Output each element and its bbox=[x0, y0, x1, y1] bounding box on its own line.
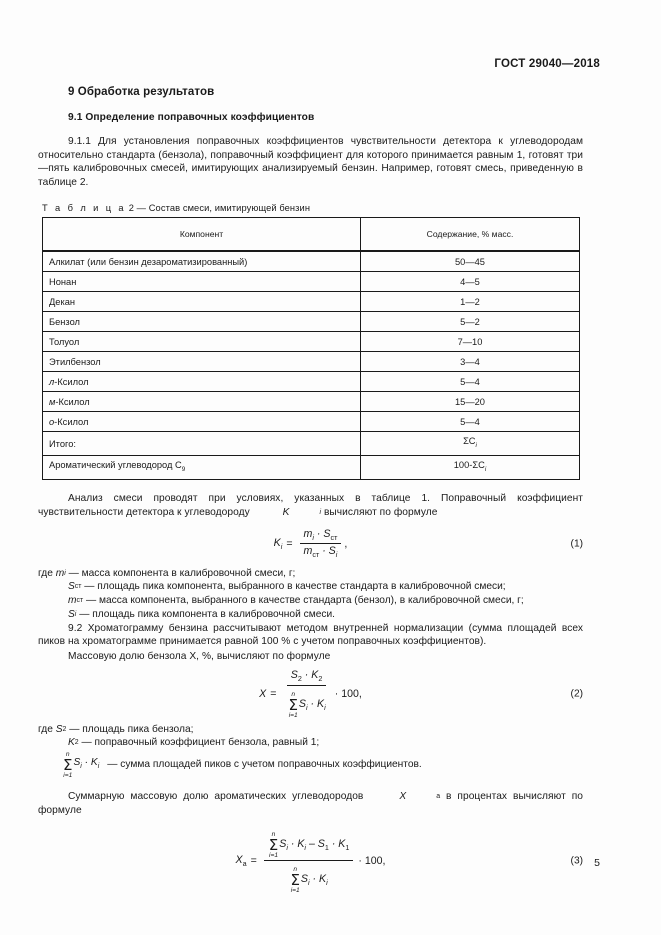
column-header-component: Компонент bbox=[43, 218, 361, 252]
cell-content: 5—4 bbox=[361, 412, 580, 432]
summation-symbol bbox=[290, 866, 299, 894]
definition-sum-item bbox=[38, 750, 583, 780]
cell-content: 5—2 bbox=[361, 312, 580, 332]
definition-item bbox=[38, 736, 583, 750]
sum-term: $S_i \cdot K_i$ bbox=[298, 697, 326, 712]
table-row bbox=[43, 412, 580, 432]
sum-lower-limit: i=1 bbox=[269, 852, 278, 860]
table-row bbox=[43, 272, 580, 292]
formula-2-trailing: , bbox=[358, 688, 362, 701]
table-caption-number: 2 bbox=[128, 203, 134, 214]
formula-2 bbox=[38, 669, 583, 718]
def-symbol-s-2: S 2 bbox=[55, 723, 67, 735]
cell-component: Ароматический углеводород $C_9$ bbox=[43, 456, 361, 480]
formula-1-lhs: $K_i$ bbox=[273, 536, 283, 551]
cell-content: 3—4 bbox=[361, 352, 580, 372]
table-row bbox=[43, 432, 580, 456]
table-row bbox=[43, 312, 580, 332]
sum-lower-limit: i=1 bbox=[63, 772, 73, 780]
equals-sign: = bbox=[286, 537, 293, 550]
formula-2-fraction bbox=[283, 669, 329, 718]
table-row bbox=[43, 456, 580, 480]
paragraph-total-aromatics-post: в процентах вычисляют по формуле bbox=[38, 791, 584, 816]
subsection-title: 9.1 Определение поправочных коэффициентов bbox=[68, 112, 315, 123]
paragraph-9-1-1: 9.1.1 Для установления поправочных коэффициентов чувствительности детектора к углеводородам относительно стандарта (бензола), поправочный коэффициент для которого принимается равным 1, готовят три—пять калибровочных смесей, имитирующих анализируемый бензин. Например, готовят смесь, приведенную в таблице 2. bbox=[38, 136, 583, 188]
definitions-lead: где bbox=[38, 567, 53, 579]
paragraph-analysis-tail: вычисляют по формуле bbox=[323, 506, 438, 518]
cell-component: Алкилат (или бензин дезароматизированный) bbox=[43, 251, 361, 272]
def-symbol-s-st: S ст bbox=[68, 581, 82, 593]
summation-symbol bbox=[269, 831, 278, 859]
paragraph-total-aromatics bbox=[38, 790, 583, 817]
summation-symbol bbox=[288, 691, 297, 719]
formula-3-trailing: , bbox=[382, 854, 386, 867]
def-symbol-m-i: m i bbox=[55, 567, 66, 579]
table-header-row bbox=[43, 218, 580, 252]
definition-text: — масса компонента, выбранного в качестве стандарта (бензол), в калибровочной смеси, г; bbox=[85, 595, 524, 607]
sum-upper-limit: n bbox=[65, 751, 70, 759]
table-caption-text: — Состав смеси, имитирующей бензин bbox=[136, 203, 311, 214]
page-number: 5 bbox=[594, 857, 600, 869]
cell-component: Толуол bbox=[43, 332, 361, 352]
formula-3-numerator bbox=[264, 827, 354, 861]
definition-text: — поправочный коэффициент бензола, равный 1; bbox=[81, 737, 320, 749]
sum-lower-limit: i=1 bbox=[290, 887, 300, 895]
paragraph-9-2: 9.2 Хроматограмму бензина рассчитывают методом внутренней нормализации (сумма площадей всех пиков на хроматограмме принимается равной 100 % с учетом поправочных коэффициентов). bbox=[38, 622, 583, 648]
paragraph-mass-fraction: Массовую долю бензола X, %, вычисляют по формуле bbox=[68, 650, 331, 662]
cell-content: 15—20 bbox=[361, 392, 580, 412]
definitions-formula-1 bbox=[38, 567, 583, 622]
document-content bbox=[38, 86, 583, 898]
formula-3-denominator bbox=[285, 861, 331, 894]
table-caption-label: Т а б л и ц а bbox=[42, 203, 126, 214]
table-row bbox=[43, 332, 580, 352]
formula-3-lhs: $X_a$ bbox=[235, 853, 247, 868]
formula-2-multiplier-value: 100 bbox=[341, 688, 359, 701]
sigma-glyph: Σ bbox=[268, 836, 279, 855]
def-symbol-m-st: m ст bbox=[68, 595, 84, 607]
sum-upper-limit: n bbox=[271, 831, 276, 839]
formula-2-expression bbox=[259, 669, 362, 718]
definition-item bbox=[38, 567, 583, 581]
equals-sign: = bbox=[270, 688, 277, 701]
cell-component: Нонан bbox=[43, 272, 361, 292]
def-summation bbox=[62, 751, 99, 779]
table-caption bbox=[42, 203, 583, 213]
formula-1-numerator: $m_i \cdot S_{ст}$ bbox=[300, 528, 342, 544]
formula-1 bbox=[38, 528, 583, 559]
cell-component: Декан bbox=[43, 292, 361, 312]
formula-1-denominator: $m_{ст} \cdot S_i$ bbox=[303, 545, 338, 560]
cell-content: 50—45 bbox=[361, 251, 580, 272]
formula-1-number: (1) bbox=[570, 538, 583, 550]
cell-content: 7—10 bbox=[361, 332, 580, 352]
cell-component: о-Ксилол bbox=[43, 412, 361, 432]
table-row bbox=[43, 292, 580, 312]
formula-1-expression bbox=[274, 528, 348, 559]
definition-text: — площадь пика бензола; bbox=[69, 723, 194, 735]
sum-upper-limit: n bbox=[293, 866, 298, 874]
definition-item bbox=[38, 723, 583, 737]
definition-text: — площадь пика компонента, выбранного в качестве стандарта в калибровочной смеси; bbox=[84, 581, 506, 593]
formula-1-fraction bbox=[300, 528, 342, 559]
cell-content-total: $\Sigma C_i$ bbox=[361, 432, 580, 456]
formula-3-multiplier-value: 100 bbox=[364, 854, 383, 867]
document-header: ГОСТ 29040—2018 bbox=[494, 58, 600, 70]
cell-content-remainder: $100-\Sigma C_i$ bbox=[361, 456, 580, 480]
definition-item bbox=[38, 594, 583, 608]
cell-component: Итого: bbox=[43, 432, 361, 456]
table-row bbox=[43, 251, 580, 272]
cell-component: м-Ксилол bbox=[43, 392, 361, 412]
table-row bbox=[43, 372, 580, 392]
table-row bbox=[43, 352, 580, 372]
def-symbol-k-2: K 2 bbox=[68, 737, 79, 749]
cell-component: Бензол bbox=[43, 312, 361, 332]
sum-term: $S_i \cdot K_i - S_1 \cdot K_1$ bbox=[279, 838, 350, 853]
isomer-prefix: м bbox=[49, 396, 56, 407]
definitions-formula-2 bbox=[38, 723, 583, 781]
cell-component: л-Ксилол bbox=[43, 372, 361, 392]
sigma-glyph: Σ bbox=[63, 756, 73, 775]
paragraph-analysis-text: Анализ смеси проводят при условиях, указанных в таблице 1. Поправочный коэффициент чувствительности детектора к углеводороду bbox=[38, 493, 583, 518]
formula-2-lhs: X bbox=[259, 688, 267, 701]
mixture-composition-table bbox=[42, 217, 580, 480]
formula-2-numerator: $S_2 \cdot K_2$ bbox=[287, 669, 327, 685]
symbol-k-i: K i bbox=[282, 506, 322, 518]
paragraph-analysis bbox=[38, 492, 583, 519]
summation-symbol bbox=[63, 751, 72, 779]
formula-3-number: (3) bbox=[570, 855, 583, 867]
column-header-content: Содержание, % масс. bbox=[361, 218, 580, 252]
sigma-glyph: Σ bbox=[288, 695, 298, 714]
formula-2-denominator bbox=[283, 686, 329, 719]
definition-text: — площадь пика компонента в калибровочной смеси. bbox=[79, 608, 335, 620]
table-row bbox=[43, 392, 580, 412]
sum-term: $S_i \cdot K_i$ bbox=[73, 757, 100, 771]
formula-3-expression bbox=[236, 827, 386, 894]
isomer-prefix: о bbox=[49, 416, 55, 427]
cell-component: Этилбензол bbox=[43, 352, 361, 372]
paragraph-total-aromatics-pre: Суммарную массовую долю ароматических углеводородов bbox=[68, 791, 364, 803]
section-title: 9 Обработка результатов bbox=[68, 86, 215, 98]
sum-term: $S_i \cdot K_i$ bbox=[300, 873, 328, 888]
definition-text: — сумма площадей пиков с учетом поправочных коэффициентов. bbox=[107, 759, 422, 771]
formula-2-multiplier: · 100, bbox=[334, 688, 362, 701]
formula-3-multiplier: · 100, bbox=[358, 854, 386, 867]
sum-lower-limit: i=1 bbox=[288, 711, 298, 719]
cell-content: 4—5 bbox=[361, 272, 580, 292]
symbol-x-a: X a bbox=[399, 791, 441, 803]
definition-text: — масса компонента в калибровочной смеси, г; bbox=[68, 567, 296, 579]
formula-2-number: (2) bbox=[570, 688, 583, 700]
definition-item bbox=[38, 608, 583, 622]
cell-content: 5—4 bbox=[361, 372, 580, 392]
sum-upper-limit: n bbox=[291, 690, 296, 698]
definition-item bbox=[38, 580, 583, 594]
sigma-glyph: Σ bbox=[290, 871, 300, 890]
isomer-prefix: л bbox=[49, 376, 55, 387]
formula-3 bbox=[38, 827, 583, 894]
cell-content: 1—2 bbox=[361, 292, 580, 312]
formula-1-trailing: , bbox=[344, 537, 348, 550]
equals-sign: = bbox=[250, 854, 257, 867]
table-body bbox=[43, 251, 580, 479]
def-symbol-s-i: S i bbox=[68, 608, 77, 620]
formula-3-fraction bbox=[264, 827, 354, 894]
definitions-lead: где bbox=[38, 723, 53, 735]
